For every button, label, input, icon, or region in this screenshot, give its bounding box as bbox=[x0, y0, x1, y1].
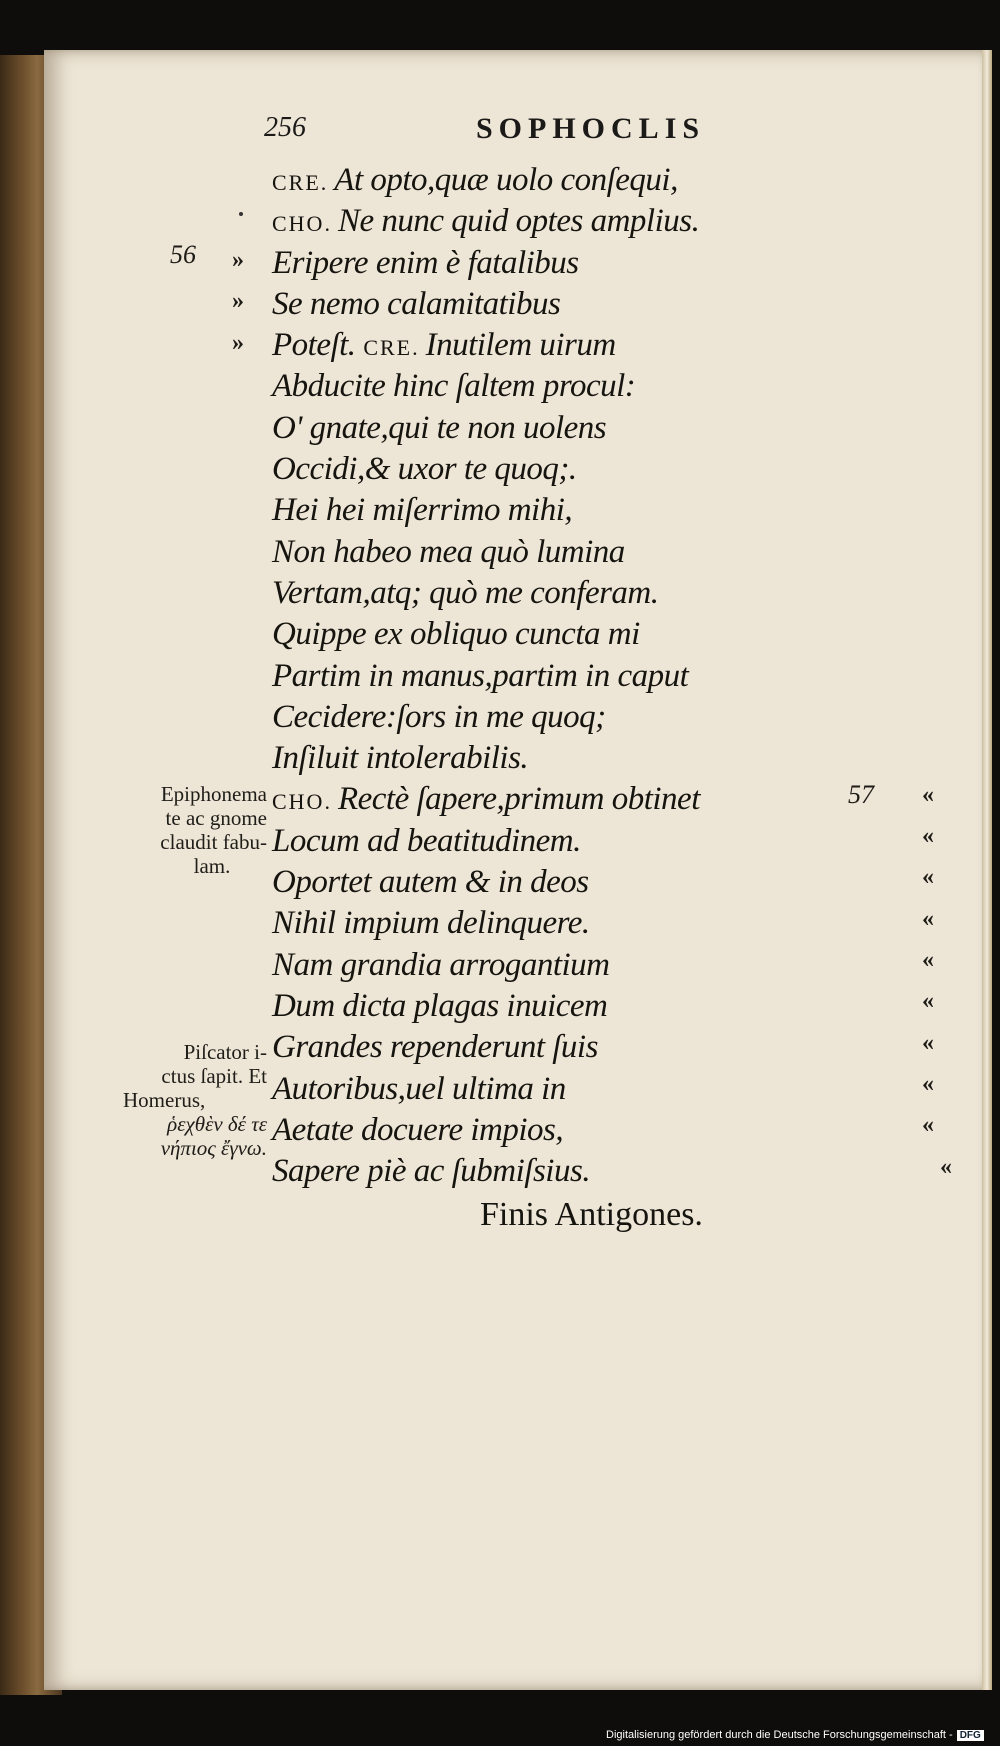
quote-marker-right: « bbox=[922, 1030, 934, 1056]
verse-line bbox=[272, 366, 700, 407]
verse-text: Poteſt. bbox=[272, 327, 356, 364]
quote-marker-left: » bbox=[232, 247, 244, 273]
verse-text: Nihil impium delinquere. bbox=[272, 905, 590, 942]
verse-line bbox=[272, 697, 700, 738]
verse-line bbox=[272, 1151, 700, 1192]
verse-line bbox=[272, 656, 700, 697]
line-number-56: 56 bbox=[170, 240, 196, 269]
verse-line bbox=[272, 490, 700, 531]
verse-text: Hei hei miſerrimo mihi, bbox=[272, 492, 573, 529]
dfg-logo: DFG bbox=[957, 1730, 984, 1741]
verse-line bbox=[272, 408, 700, 449]
page-number: 256 bbox=[264, 112, 306, 143]
verse-line bbox=[272, 986, 700, 1027]
speaker-label: CRE. bbox=[272, 170, 329, 195]
verse-block bbox=[272, 160, 700, 1192]
verse-line bbox=[272, 1069, 700, 1110]
verse-text: Autoribus,uel ultima in bbox=[272, 1070, 566, 1107]
verse-line bbox=[272, 903, 700, 944]
verse-text: Grandes rependerunt ſuis bbox=[272, 1029, 598, 1066]
verse-line bbox=[272, 573, 700, 614]
verse-text: Abducite hinc ſaltem procul: bbox=[272, 368, 636, 405]
quote-marker-right: « bbox=[922, 906, 934, 932]
verse-text: Occidi,& uxor te quoq;. bbox=[272, 451, 577, 488]
margin-note-piscator bbox=[117, 1040, 267, 1160]
verse-line bbox=[272, 284, 700, 325]
speaker-label: CHO. bbox=[272, 789, 332, 815]
verse-line bbox=[272, 862, 700, 903]
quote-marker-right: « bbox=[940, 1154, 952, 1180]
verse-text: Inſiluit intolerabilis. bbox=[272, 740, 529, 777]
credit-text: Digitalisierung gefördert durch die Deutsche Forschungsgemeinschaft - bbox=[606, 1729, 953, 1741]
verse-text: Locum ad beatitudinem. bbox=[272, 822, 581, 859]
digitization-credit bbox=[606, 1729, 984, 1741]
quote-marker-right: « bbox=[922, 1071, 934, 1097]
verse-line bbox=[272, 738, 700, 779]
speaker-label: CRE. bbox=[363, 335, 420, 361]
speaker-label: CHO. bbox=[272, 211, 332, 237]
verse-text: Oportet autem & in deos bbox=[272, 864, 589, 901]
verse-line bbox=[272, 821, 700, 862]
verse-text: Sapere piè ac ſubmiſsius. bbox=[272, 1153, 591, 1190]
verse-text: Vertam,atq; quò me conferam. bbox=[272, 574, 659, 611]
running-title: SOPHOCLIS bbox=[476, 112, 706, 145]
closing-line: Finis Antigones. bbox=[480, 1196, 703, 1233]
verse-text: Partim in manus,partim in caput bbox=[272, 657, 689, 694]
verse-line bbox=[272, 449, 700, 490]
verse-text: Inutilem uirum bbox=[425, 327, 616, 364]
note-line: te ac gnome bbox=[165, 806, 267, 830]
verse-text: O' gnate,qui te non uolens bbox=[272, 409, 607, 446]
note-line: Piſcator i- bbox=[183, 1040, 267, 1064]
quote-marker-right: « bbox=[922, 988, 934, 1014]
verse-text: Ne nunc quid optes amplius. bbox=[337, 203, 700, 240]
quote-marker-right: « bbox=[922, 1112, 934, 1138]
verse-line bbox=[272, 160, 700, 201]
verse-line bbox=[272, 614, 700, 655]
verse-text: Quippe ex obliquo cuncta mi bbox=[272, 616, 640, 653]
verse-text: Se nemo calamitatibus bbox=[272, 285, 561, 322]
verse-text: Dum dicta plagas inuicem bbox=[272, 987, 608, 1024]
line-number-57: 57 bbox=[848, 780, 874, 809]
quote-marker-left: » bbox=[232, 288, 244, 314]
verse-line bbox=[272, 532, 700, 573]
margin-note-epiphonema bbox=[117, 782, 267, 878]
quote-marker-right: « bbox=[922, 782, 934, 808]
page-edge bbox=[982, 50, 992, 1690]
ink-dot bbox=[239, 212, 243, 216]
verse-line bbox=[272, 779, 700, 820]
verse-line bbox=[272, 201, 700, 242]
verse-text: Non habeo mea quò lumina bbox=[272, 533, 625, 570]
verse-text: Aetate docuere impios, bbox=[272, 1111, 564, 1148]
note-line: lam. bbox=[193, 854, 231, 878]
verse-line bbox=[272, 1027, 700, 1068]
note-line: Homerus, bbox=[123, 1088, 206, 1112]
verse-text: Cecidere:ſors in me quoq; bbox=[272, 698, 606, 735]
quote-marker-right: « bbox=[922, 823, 934, 849]
note-line: ῥεχθὲν δέ τε bbox=[167, 1112, 267, 1136]
verse-text: At opto,quæ uolo conſequi, bbox=[334, 162, 678, 198]
verse-line bbox=[272, 1110, 700, 1151]
quote-marker-right: « bbox=[922, 947, 934, 973]
verse-line bbox=[272, 945, 700, 986]
note-line: claudit fabu- bbox=[160, 830, 267, 854]
note-line: Epiphonema bbox=[160, 782, 267, 806]
verse-text: Rectè ſapere,primum obtinet bbox=[337, 781, 700, 818]
verse-line bbox=[272, 243, 700, 284]
quote-marker-left: » bbox=[232, 330, 244, 356]
quote-marker-right: « bbox=[922, 864, 934, 890]
verse-text: Eripere enim è fatalibus bbox=[272, 244, 579, 281]
note-line: ctus ſapit. Et bbox=[161, 1064, 267, 1088]
note-line: νήπιος ἔγνω. bbox=[160, 1136, 267, 1160]
verse-text: Nam grandia arrogantium bbox=[272, 946, 610, 983]
verse-line bbox=[272, 325, 700, 366]
